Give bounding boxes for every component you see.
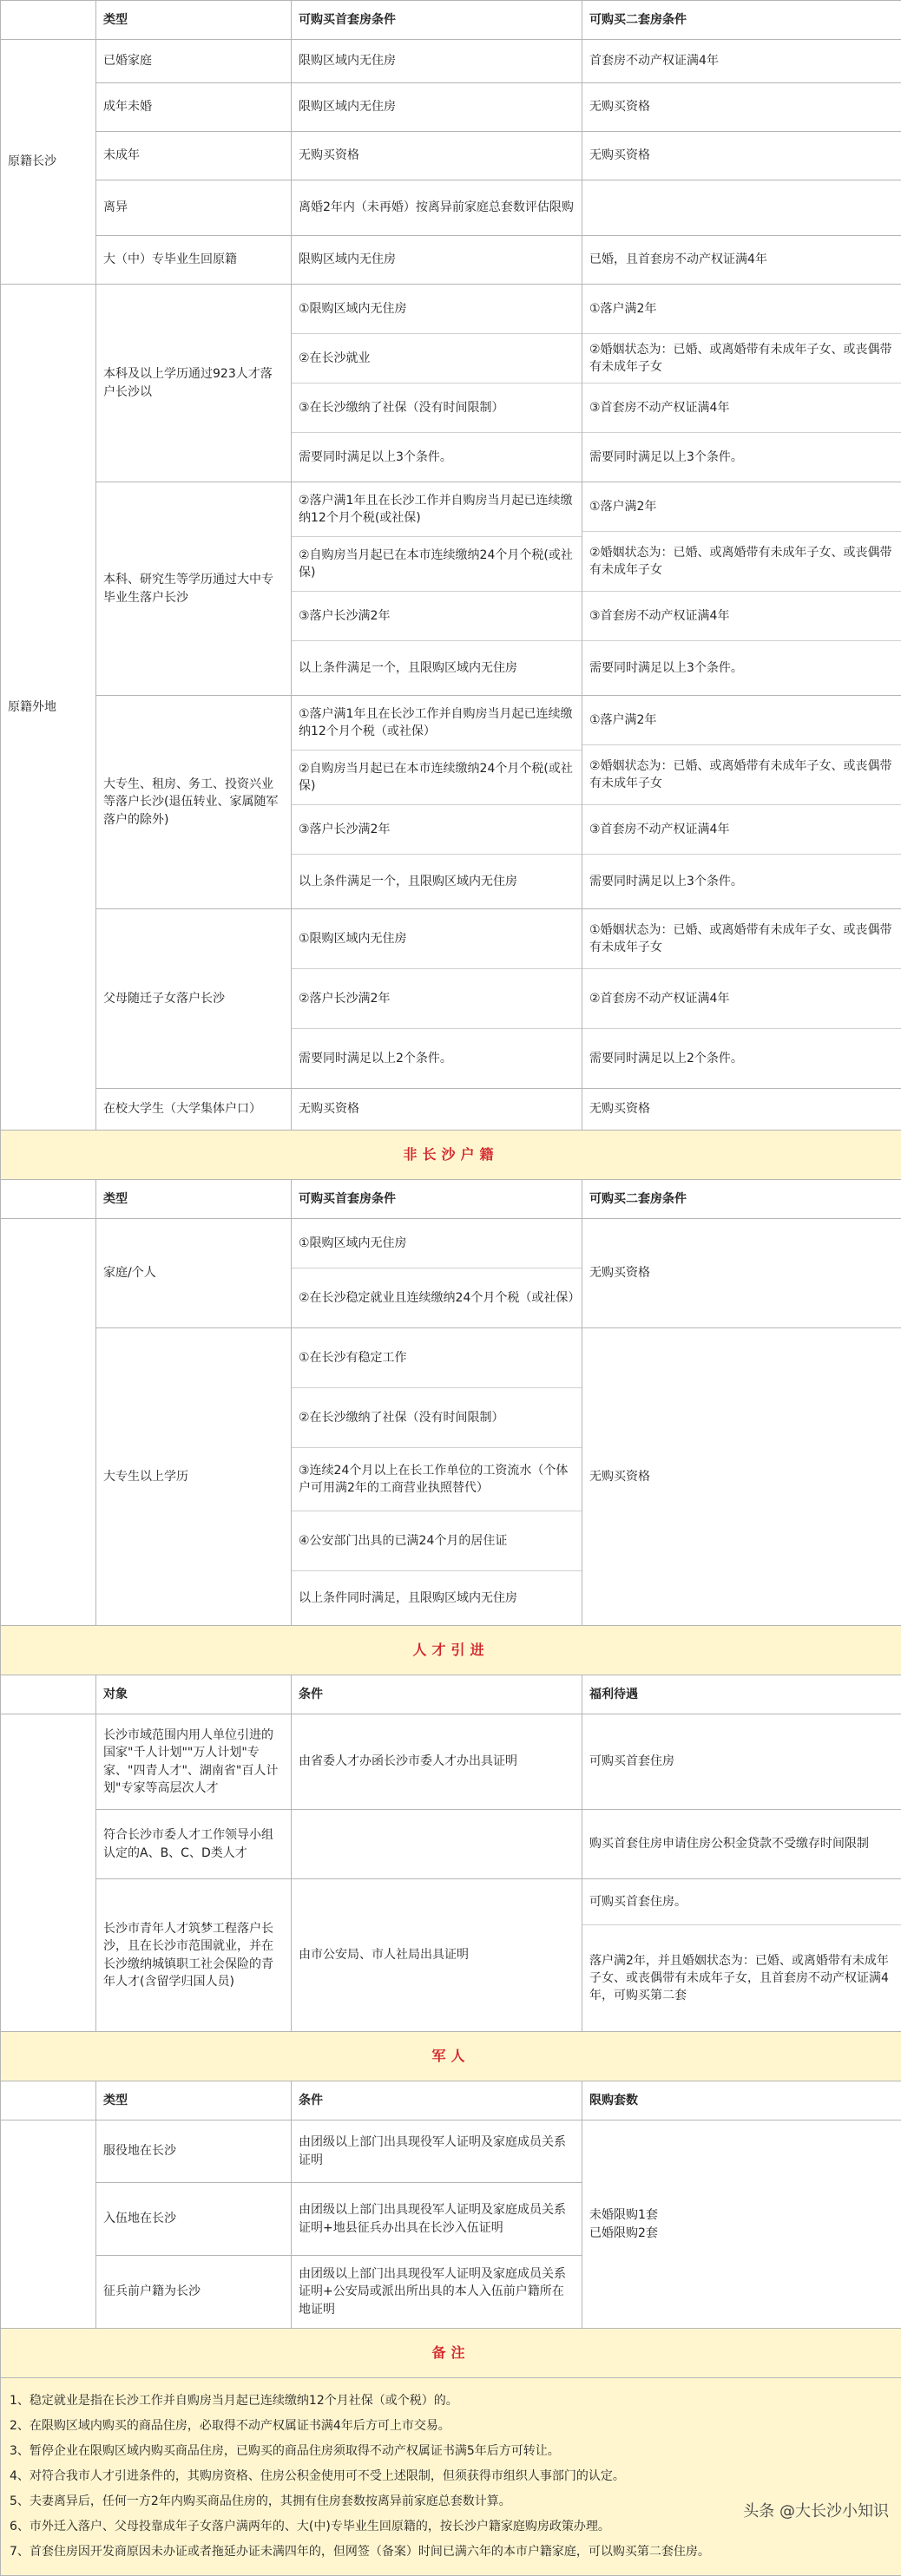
first-cell <box>292 1328 582 1626</box>
condition-item: ③在长沙缴纳了社保（没有时间限制） <box>292 383 582 433</box>
limit-item: 未婚限购1套 <box>589 2206 894 2224</box>
benefit-cell: 购买首套住房申请住房公积金贷款不受缴存时间限制 <box>582 1810 901 1879</box>
condition-item: 以上条件满足一个，且限购区域内无住房 <box>292 641 582 695</box>
second-cell: 无购买资格 <box>582 1219 901 1328</box>
second-cell: 无购买资格 <box>582 1328 901 1626</box>
condition-item: ②在长沙就业 <box>292 334 582 383</box>
header-first: 可购买首套房条件 <box>292 1 582 40</box>
type-cell: 离异 <box>96 180 292 236</box>
military-row <box>1 2120 901 2183</box>
first-cell <box>292 285 582 482</box>
notes-list <box>1 2378 901 2576</box>
condition-item: 以上条件同时满足，且限购区域内无住房 <box>292 1571 582 1625</box>
note-item: 7、首套住房因开发商原因未办证或者拖延办证未满四年的，但网签（备案）时间已满六年的本市户籍家庭，可以购买第二套住房。 <box>10 2543 892 2561</box>
second-cell: 无购买资格 <box>582 132 901 180</box>
second-cell <box>582 285 901 482</box>
note-item: 2、在限购区域内购买的商品住房，必取得不动产权属证书满4年后方可上市交易。 <box>10 2417 892 2435</box>
nonlocal-row <box>1 1328 901 1626</box>
type-cell: 父母随迁子女落户长沙 <box>96 909 292 1089</box>
header-limit: 限购套数 <box>582 2081 901 2120</box>
talent-header <box>1 1675 901 1714</box>
limit-item: 已婚限购2套 <box>589 2225 894 2242</box>
condition-item: ③首套房不动产权证满4年 <box>582 592 901 641</box>
second-cell <box>582 482 901 696</box>
condition-item: ②落户满1年且在长沙工作并自购房当月起已连续缴纳12个月个税(或社保) <box>292 482 582 537</box>
cond-cell: 由省委人才办函长沙市委人才办出具证明 <box>292 1714 582 1810</box>
type-cell: 长沙市青年人才筑梦工程落户长沙，且在长沙市范围就业，并在长沙缴纳城镇职工社会保险的青年人才(含留学归国人员) <box>96 1879 292 2032</box>
original-row <box>1 180 901 236</box>
military-header <box>1 2081 901 2120</box>
nonlocal-row <box>1 1219 901 1328</box>
condition-item: ③首套房不动产权证满4年 <box>582 805 901 855</box>
cond-cell <box>292 1810 582 1879</box>
condition-item: 需要同时满足以上3个条件。 <box>582 855 901 908</box>
condition-item: 需要同时满足以上3个条件。 <box>582 433 901 482</box>
type-cell: 大（中）专毕业生回原籍 <box>96 236 292 285</box>
second-cell <box>582 180 901 236</box>
talent-row <box>1 1810 901 1879</box>
cond-cell: 由市公安局、市人社局出具证明 <box>292 1879 582 2032</box>
benefit-item: 可购买首套住房。 <box>582 1879 901 1925</box>
limit-cell <box>582 2120 901 2329</box>
condition-item: ②落户长沙满2年 <box>292 969 582 1029</box>
cond-cell: 由团级以上部门出具现役军人证明及家庭成员关系证明 <box>292 2120 582 2183</box>
benefit-item: 落户满2年，并且婚姻状态为：已婚、或离婚带有未成年子女、或丧偶带有未成年子女，且首套房不动产权证满4年，可购买第二套 <box>582 1925 901 2031</box>
first-cell: 限购区域内无住房 <box>292 236 582 285</box>
second-cell: 已婚，且首套房不动产权证满4年 <box>582 236 901 285</box>
note-item: 6、市外迁入落户、父母投靠成年子女落户满两年的、大(中)专毕业生回原籍的，按长沙户籍家庭购房政策办理。 <box>10 2518 892 2536</box>
first-cell <box>292 482 582 696</box>
talent-row <box>1 1879 901 2032</box>
outside-row <box>1 696 901 909</box>
outside-row <box>1 482 901 696</box>
second-cell <box>582 696 901 909</box>
first-cell <box>292 909 582 1089</box>
condition-item: 需要同时满足以上3个条件。 <box>292 433 582 482</box>
first-cell: 限购区域内无住房 <box>292 83 582 132</box>
second-cell: 无购买资格 <box>582 83 901 132</box>
band-talent: 人才引进 <box>1 1626 901 1675</box>
original-row <box>1 236 901 285</box>
header-type: 对象 <box>96 1675 292 1714</box>
type-cell: 入伍地在长沙 <box>96 2183 292 2256</box>
type-cell: 本科及以上学历通过923人才落户长沙以 <box>96 285 292 482</box>
condition-item: ①限购区域内无住房 <box>292 1219 582 1268</box>
note-item: 4、对符合我市人才引进条件的，其购房资格、住房公积金使用可不受上述限制，但须获得市组织人事部门的认定。 <box>10 2468 892 2486</box>
second-cell <box>582 909 901 1089</box>
cond-cell: 由团级以上部门出具现役军人证明及家庭成员关系证明+地县征兵办出具在长沙入伍证明 <box>292 2183 582 2256</box>
type-cell: 成年未婚 <box>96 83 292 132</box>
header-type: 类型 <box>96 2081 292 2120</box>
condition-item: ②婚姻状态为：已婚、或离婚带有未成年子女、或丧偶带有未成年子女 <box>582 334 901 383</box>
condition-item: ②在长沙缴纳了社保（没有时间限制） <box>292 1388 582 1448</box>
condition-item: ②在长沙稳定就业且连续缴纳24个月个税（或社保） <box>292 1268 582 1327</box>
condition-item: ①限购区域内无住房 <box>292 285 582 334</box>
header-cond: 条件 <box>292 1675 582 1714</box>
original-row <box>1 83 901 132</box>
condition-item: ①限购区域内无住房 <box>292 909 582 969</box>
condition-item: ①落户满2年 <box>582 696 901 745</box>
original-row <box>1 40 901 83</box>
type-cell: 已婚家庭 <box>96 40 292 83</box>
condition-item: ②婚姻状态为：已婚、或离婚带有未成年子女、或丧偶带有未成年子女 <box>582 745 901 805</box>
benefit-cell: 可购买首套住房 <box>582 1714 901 1810</box>
group-original: 原籍长沙 <box>1 40 96 285</box>
header-first: 可购买首套房条件 <box>292 1180 582 1219</box>
condition-item: ③首套房不动产权证满4年 <box>582 383 901 433</box>
condition-item: 需要同时满足以上2个条件。 <box>292 1029 582 1088</box>
band-notes: 备注 <box>1 2329 901 2378</box>
first-cell: 限购区域内无住房 <box>292 40 582 83</box>
type-cell: 大专生以上学历 <box>96 1328 292 1626</box>
condition-item: ②婚姻状态为：已婚、或离婚带有未成年子女、或丧偶带有未成年子女 <box>582 532 901 592</box>
header-second: 可购买二套房条件 <box>582 1180 901 1219</box>
first-cell <box>292 696 582 909</box>
notes-row <box>1 2378 901 2576</box>
condition-item: ③落户长沙满2年 <box>292 805 582 855</box>
condition-item: ①落户满1年且在长沙工作并自购房当月起已连续缴纳12个月个税（或社保） <box>292 696 582 751</box>
type-cell: 本科、研究生等学历通过大中专毕业生落户长沙 <box>96 482 292 696</box>
band-nonlocal: 非长沙户籍 <box>1 1131 901 1180</box>
second-cell: 无购买资格 <box>582 1089 901 1131</box>
header-type: 类型 <box>96 1180 292 1219</box>
outside-row <box>1 1089 901 1131</box>
header-second: 可购买二套房条件 <box>582 1 901 40</box>
condition-item: ②首套房不动产权证满4年 <box>582 969 901 1029</box>
original-row <box>1 132 901 180</box>
first-cell: 无购买资格 <box>292 132 582 180</box>
note-item: 3、暂停企业在限购区域内购买商品住房，已购买的商品住房须取得不动产权属证书满5年后方可转让。 <box>10 2442 892 2461</box>
header-cond: 条件 <box>292 2081 582 2120</box>
condition-item: 需要同时满足以上3个条件。 <box>582 641 901 695</box>
condition-item: ①落户满2年 <box>582 482 901 532</box>
band-military: 军人 <box>1 2032 901 2081</box>
benefit-cell <box>582 1879 901 2032</box>
condition-item: ③连续24个月以上在长工作单位的工资流水（个体户可用满2年的工商营业执照替代） <box>292 1448 582 1511</box>
talent-row <box>1 1714 901 1810</box>
condition-item: ③落户长沙满2年 <box>292 592 582 641</box>
nonlocal-header <box>1 1180 901 1219</box>
first-cell: 离婚2年内（未再婚）按离异前家庭总套数评估限购 <box>292 180 582 236</box>
type-cell: 长沙市域范围内用人单位引进的国家"千人计划""万人计划"专家、"四青人才"、湖南省"百人计划"专家等高层次人才 <box>96 1714 292 1810</box>
watermark: 头条 @大长沙小知识 <box>743 2499 889 2521</box>
first-cell <box>292 1219 582 1328</box>
condition-item: 以上条件满足一个，且限购区域内无住房 <box>292 855 582 908</box>
outside-row <box>1 909 901 1089</box>
group-outside: 原籍外地 <box>1 285 96 1131</box>
first-cell: 无购买资格 <box>292 1089 582 1131</box>
condition-item: ①在长沙有稳定工作 <box>292 1328 582 1388</box>
cond-cell: 由团级以上部门出具现役军人证明及家庭成员关系证明+公安局或派出所出具的本人入伍前户籍所在地证明 <box>292 2256 582 2329</box>
type-cell: 符合长沙市委人才工作领导小组认定的A、B、C、D类人才 <box>96 1810 292 1879</box>
outside-row <box>1 285 901 482</box>
type-cell: 大专生、租房、务工、投资兴业等落户长沙(退伍转业、家属随军落户的除外) <box>96 696 292 909</box>
note-item: 1、稳定就业是指在长沙工作并自购房当月起已连续缴纳12个月社保（或个税）的。 <box>10 2392 892 2410</box>
note-item: 5、夫妻离异后，任何一方2年内购买商品住房的，其拥有住房套数按离异前家庭总套数计算。 <box>10 2493 892 2511</box>
type-cell: 家庭/个人 <box>96 1219 292 1328</box>
type-cell: 未成年 <box>96 132 292 180</box>
condition-item: ④公安部门出具的已满24个月的居住证 <box>292 1511 582 1571</box>
header-benefit: 福利待遇 <box>582 1675 901 1714</box>
condition-item: ②自购房当月起已在本市连续缴纳24个月个税(或社保) <box>292 751 582 805</box>
header-row <box>1 1 901 40</box>
condition-item: ①婚姻状态为：已婚、或离婚带有未成年子女、或丧偶带有未成年子女 <box>582 909 901 969</box>
condition-item: ②自购房当月起已在本市连续缴纳24个月个税(或社保) <box>292 537 582 592</box>
type-cell: 在校大学生（大学集体户口） <box>96 1089 292 1131</box>
condition-item: 需要同时满足以上2个条件。 <box>582 1029 901 1088</box>
second-cell: 首套房不动产权证满4年 <box>582 40 901 83</box>
header-type: 类型 <box>96 1 292 40</box>
type-cell: 服役地在长沙 <box>96 2120 292 2183</box>
type-cell: 征兵前户籍为长沙 <box>96 2256 292 2329</box>
condition-item: ①落户满2年 <box>582 285 901 334</box>
